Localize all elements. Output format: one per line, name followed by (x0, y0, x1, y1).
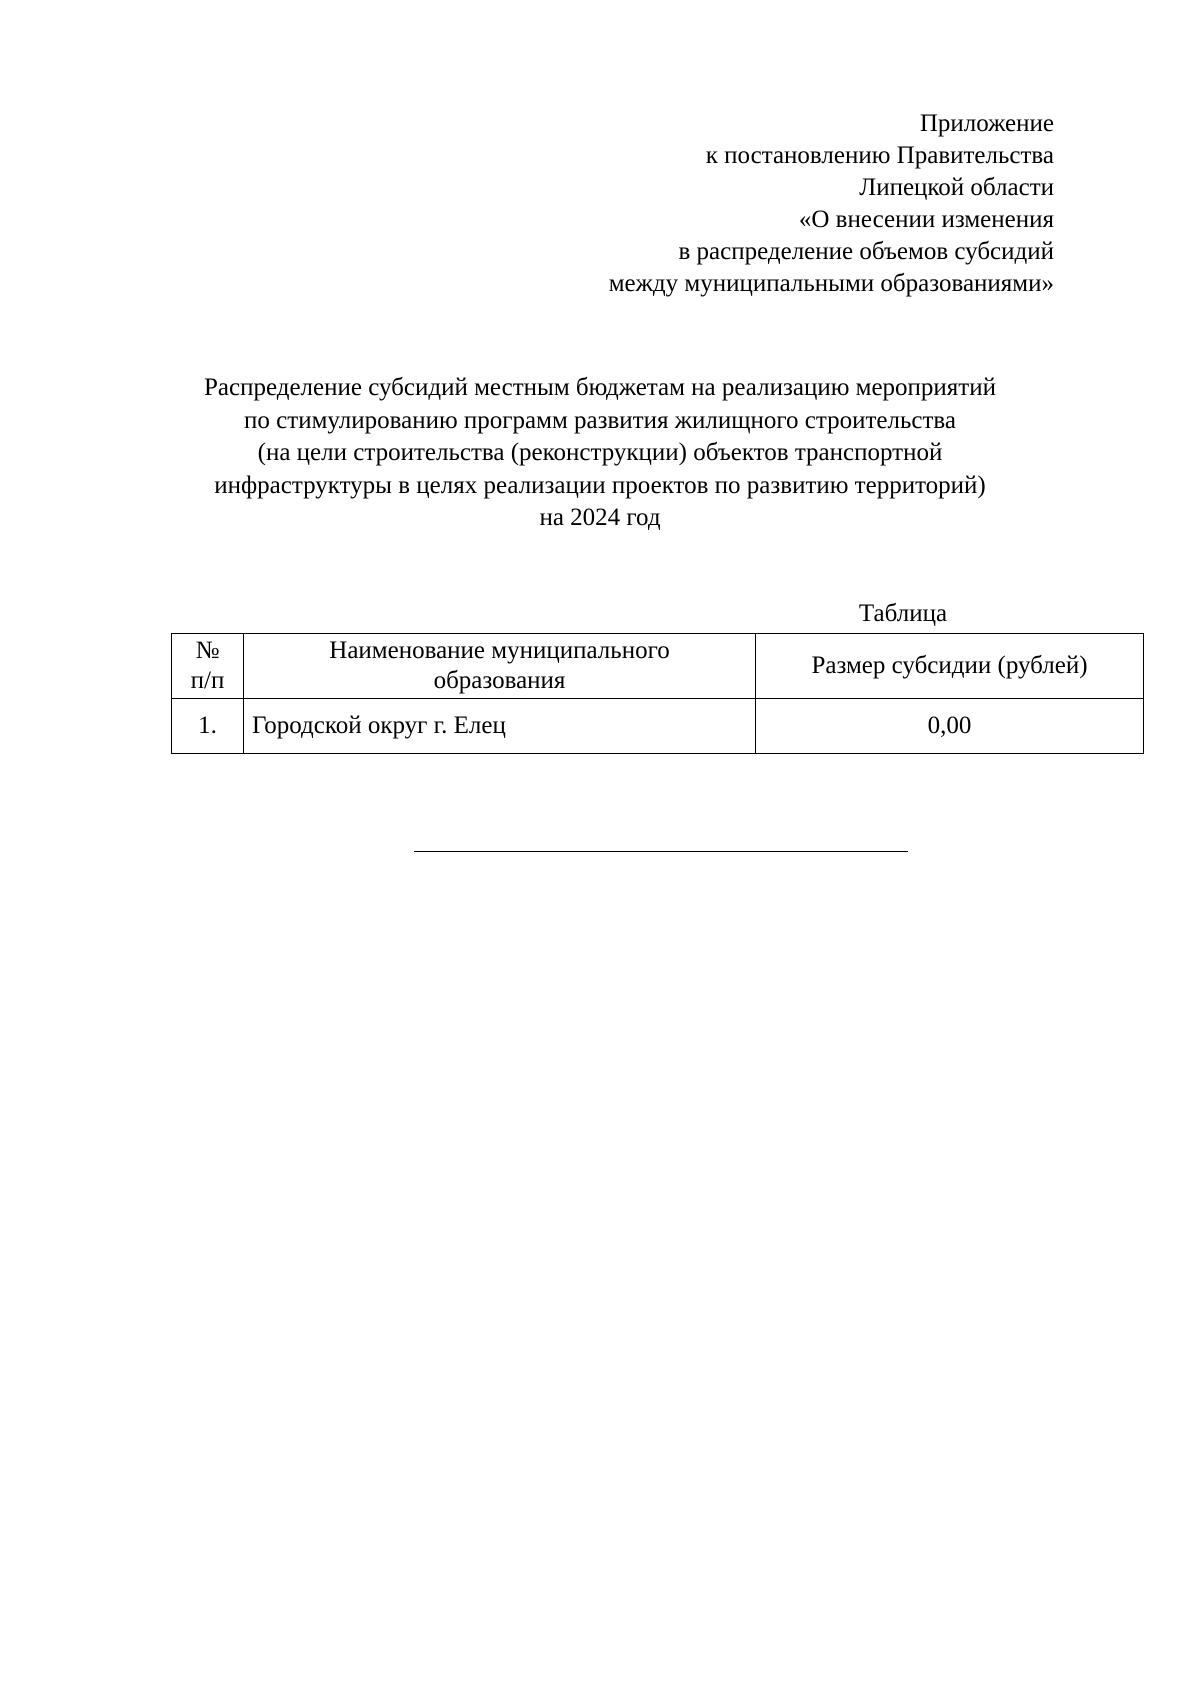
title-line: на 2024 год (539, 504, 661, 531)
header-name-line1: Наименование муниципального (329, 637, 670, 664)
table-row (172, 699, 1144, 754)
row-amount: 0,00 (756, 699, 1144, 754)
document-title (160, 372, 1040, 535)
title-line: по стимулированию программ развития жилищного строительства (244, 406, 956, 434)
row-municipality: Городской округ г. Елец (244, 699, 756, 754)
subsidy-table (171, 633, 1144, 754)
title-line: (на цели строительства (реконструкции) объектов транспортной (257, 439, 943, 466)
appendix-line: в распределение объемов субсидий (678, 238, 1054, 265)
table-label: Таблица (858, 600, 948, 627)
table-header-row (172, 634, 1144, 699)
appendix-line: Приложение (919, 110, 1054, 137)
appendix-header (494, 108, 1054, 300)
row-number: 1. (172, 699, 244, 754)
appendix-line: к постановлению Правительства (705, 142, 1054, 169)
header-name-line2: образования (433, 667, 566, 694)
end-divider (414, 851, 908, 852)
header-number-line2: п/п (190, 667, 225, 694)
header-name (244, 634, 756, 699)
title-line: Распределение субсидий местным бюджетам на реализацию мероприятий (204, 374, 996, 401)
header-number (172, 634, 244, 699)
header-amount: Размер субсидии (рублей) (756, 634, 1144, 699)
header-number-line1: № (195, 637, 220, 664)
appendix-line: «О внесении изменения (798, 206, 1054, 233)
appendix-line: между муниципальными образованиями» (608, 270, 1054, 297)
title-line: инфраструктуры в целях реализации проектов по развитию территорий) (214, 471, 986, 499)
appendix-line: Липецкой области (859, 174, 1054, 201)
